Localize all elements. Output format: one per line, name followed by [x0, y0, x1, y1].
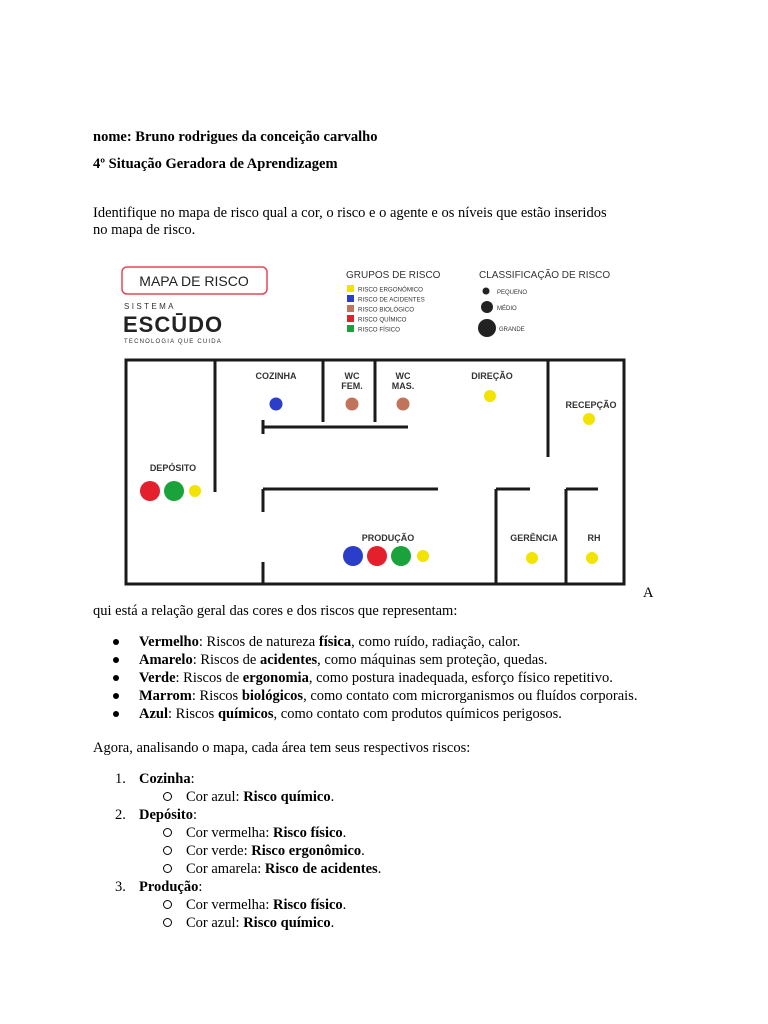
area-sub-item: Cor vermelha: Risco físico. [93, 896, 753, 914]
producao-yellow-medium-circle [417, 550, 429, 562]
list-item: Verde: Riscos de ergonomia, como postura inadequada, esforço físico repetitivo. [93, 669, 753, 687]
room-label-recepcao: RECEPÇÃO [565, 400, 617, 410]
map-title: MAPA DE RISCO [139, 273, 249, 289]
circle-bullet-icon [163, 846, 172, 855]
producao-red-large-circle [367, 546, 387, 566]
group-label-2: RISCO BIOLÓGICO [358, 306, 415, 314]
area-sub-item: Cor azul: Risco químico. [93, 914, 753, 932]
brand-logo: ESCŪDO [123, 312, 224, 337]
circle-bullet-icon [163, 828, 172, 837]
list-item: Azul: Riscos químicos, como contato com produtos químicos perigosos. [93, 705, 753, 723]
circle-bullet-icon [163, 900, 172, 909]
circle-bullet-icon [163, 918, 172, 927]
area-sub-item: Cor azul: Risco químico. [93, 788, 753, 806]
class-large-label: GRANDE [499, 327, 525, 333]
bullet-icon [113, 693, 119, 699]
groups-legend [347, 285, 425, 334]
area-sub-item: Cor vermelha: Risco físico. [93, 824, 753, 842]
class-small-label: PEQUENO [497, 290, 528, 296]
room-label-wc-fem-1: WC [344, 371, 360, 381]
groups-title: GRUPOS DE RISCO [346, 270, 441, 281]
room-label-rh: RH [587, 533, 601, 543]
group-swatch-2 [347, 305, 354, 312]
area-sub-item: Cor amarela: Risco de acidentes. [93, 860, 753, 878]
group-swatch-4 [347, 325, 354, 332]
room-label-producao: PRODUÇÃO [361, 533, 415, 543]
gerencia-yellow-medium-circle [526, 552, 538, 564]
bullet-icon [113, 675, 119, 681]
list-item: Marrom: Riscos biológicos, como contato com microrganismos ou fluídos corporais. [93, 687, 753, 705]
group-label-1: RISCO DE ACIDENTES [358, 296, 425, 304]
room-label-gerencia: GERÊNCIA [510, 533, 558, 543]
class-medium-dot [481, 301, 493, 313]
list-item: Vermelho: Riscos de natureza física, como ruído, radiação, calor. [93, 633, 753, 651]
group-label-3: RISCO QUÍMICO [358, 316, 407, 324]
situation-title: 4º Situação Geradora de Aprendizagem [93, 156, 338, 172]
deposito-red-large-circle [140, 481, 160, 501]
group-label-4: RISCO FÍSICO [358, 326, 400, 334]
wc-fem-brown-medium-circle [346, 398, 359, 411]
class-large-dot [478, 319, 496, 337]
group-swatch-3 [347, 315, 354, 322]
cozinha-blue-medium-circle [270, 398, 283, 411]
risk-map-image [118, 262, 638, 592]
room-label-direcao: DIREÇÃO [471, 371, 513, 381]
deposito-yellow-medium-circle [189, 485, 201, 497]
color-risk-list [93, 633, 753, 723]
group-label-0: RISCO ERGONÔMICO [358, 286, 423, 294]
brand-top: SISTEMA [124, 302, 176, 311]
area-item-producao: 3. Produção: [115, 879, 203, 895]
producao-green-large-circle [391, 546, 411, 566]
circle-bullet-icon [163, 792, 172, 801]
room-label-deposito: DEPÓSITO [149, 463, 197, 473]
direcao-yellow-medium-circle [484, 390, 496, 402]
bullet-icon [113, 639, 119, 645]
producao-blue-large-circle [343, 546, 363, 566]
student-name: nome: Bruno rodrigues da conceição carvalho [93, 129, 378, 145]
deposito-green-large-circle [164, 481, 184, 501]
relation-first-letter: A [643, 585, 654, 601]
recepcao-yellow-medium-circle [583, 413, 595, 425]
wc-mas-brown-medium-circle [397, 398, 410, 411]
group-swatch-1 [347, 295, 354, 302]
rh-yellow-medium-circle [586, 552, 598, 564]
area-item-cozinha: 1. Cozinha: [115, 771, 195, 787]
area-sub-item: Cor verde: Risco ergonômico. [93, 842, 753, 860]
instruction-line-2: no mapa de risco. [93, 222, 196, 238]
room-label-wc-fem-2: FEM. [341, 381, 363, 391]
area-item-deposito: 2. Depósito: [115, 807, 198, 823]
circle-bullet-icon [163, 864, 172, 873]
bullet-icon [113, 711, 119, 717]
room-label-wc-mas-2: MAS. [391, 381, 415, 391]
room-label-wc-mas-1: WC [395, 371, 411, 381]
room-label-cozinha: COZINHA [255, 371, 297, 381]
analysis-intro: Agora, analisando o mapa, cada área tem seus respectivos riscos: [93, 740, 471, 756]
brand-tagline: TECNOLOGIA QUE CUIDA [124, 339, 223, 345]
instruction-line-1: Identifique no mapa de risco qual a cor, o risco e o agente e os níveis que estão inseridos [93, 205, 607, 221]
class-small-dot [483, 288, 490, 295]
group-swatch-0 [347, 285, 354, 292]
bullet-icon [113, 657, 119, 663]
list-item: Amarelo: Riscos de acidentes, como máquinas sem proteção, quedas. [93, 651, 753, 669]
classification-title: CLASSIFICAÇÃO DE RISCO [479, 270, 611, 281]
relation-intro: qui está a relação geral das cores e dos riscos que representam: [93, 603, 458, 619]
class-medium-label: MÉDIO [497, 306, 517, 312]
areas-list [93, 770, 753, 932]
